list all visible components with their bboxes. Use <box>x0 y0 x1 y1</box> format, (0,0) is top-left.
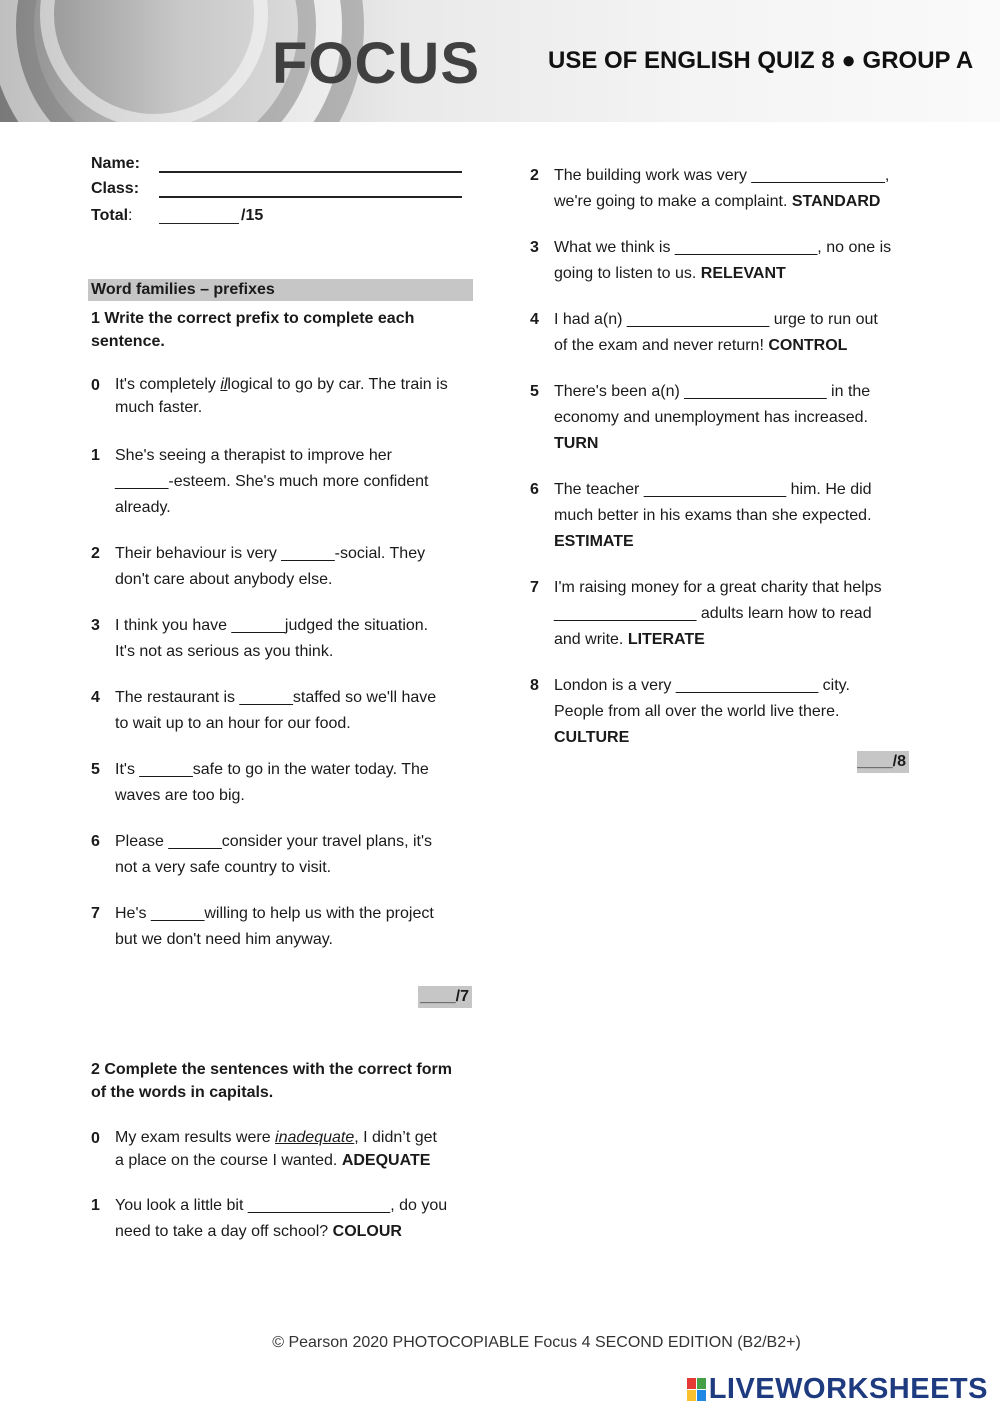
section1-score[interactable]: ____/7 <box>418 986 472 1008</box>
question-number: 4 <box>91 689 100 706</box>
footer-copyright: © Pearson 2020 PHOTOCOPIABLE Focus 4 SECOND EDITION (B2/B2+) <box>272 1334 801 1351</box>
name-input-line[interactable] <box>159 171 462 173</box>
class-field <box>91 180 139 198</box>
question-number: 2 <box>91 545 100 562</box>
total-input-line[interactable] <box>159 223 239 224</box>
liveworksheets-icon <box>687 1378 707 1402</box>
name-label: Name: <box>91 155 140 172</box>
example-answer: inadequate <box>275 1129 355 1146</box>
focus-logo: FOCUS <box>272 31 480 96</box>
page-header <box>0 0 1000 122</box>
question-number: 1 <box>91 447 100 464</box>
question-number: 6 <box>91 833 100 850</box>
question-number: 5 <box>530 383 539 400</box>
name-field <box>91 155 140 173</box>
question-number: 7 <box>91 905 100 922</box>
question-number: 1 <box>91 1197 100 1214</box>
section2-score[interactable]: ____/8 <box>857 751 909 773</box>
question-number: 4 <box>530 311 539 328</box>
question-number: 7 <box>530 579 539 596</box>
total-label: Total <box>91 207 129 224</box>
question-number: 8 <box>530 677 539 694</box>
example-answer: il <box>220 376 228 393</box>
class-input-line[interactable] <box>159 196 462 198</box>
total-field <box>91 207 264 225</box>
question-number: 5 <box>91 761 100 778</box>
section-heading: Word families – prefixes <box>88 279 473 301</box>
section1-instruction: 1 Write the correct prefix to complete each sentence. <box>91 310 415 350</box>
question-number: 2 <box>530 167 539 184</box>
section2-instruction: 2 Complete the sentences with the correct form of the words in capitals. <box>91 1061 452 1101</box>
question-number: 3 <box>530 239 539 256</box>
total-max: /15 <box>241 207 264 224</box>
total-colon: : <box>128 207 133 224</box>
question-number: 6 <box>530 481 539 498</box>
class-label: Class: <box>91 180 140 197</box>
question-number: 3 <box>91 617 100 634</box>
liveworksheets-logo: LIVEWORKSHEETS <box>687 1373 988 1406</box>
quiz-title: USE OF ENGLISH QUIZ 8 ● GROUP A <box>548 47 974 74</box>
